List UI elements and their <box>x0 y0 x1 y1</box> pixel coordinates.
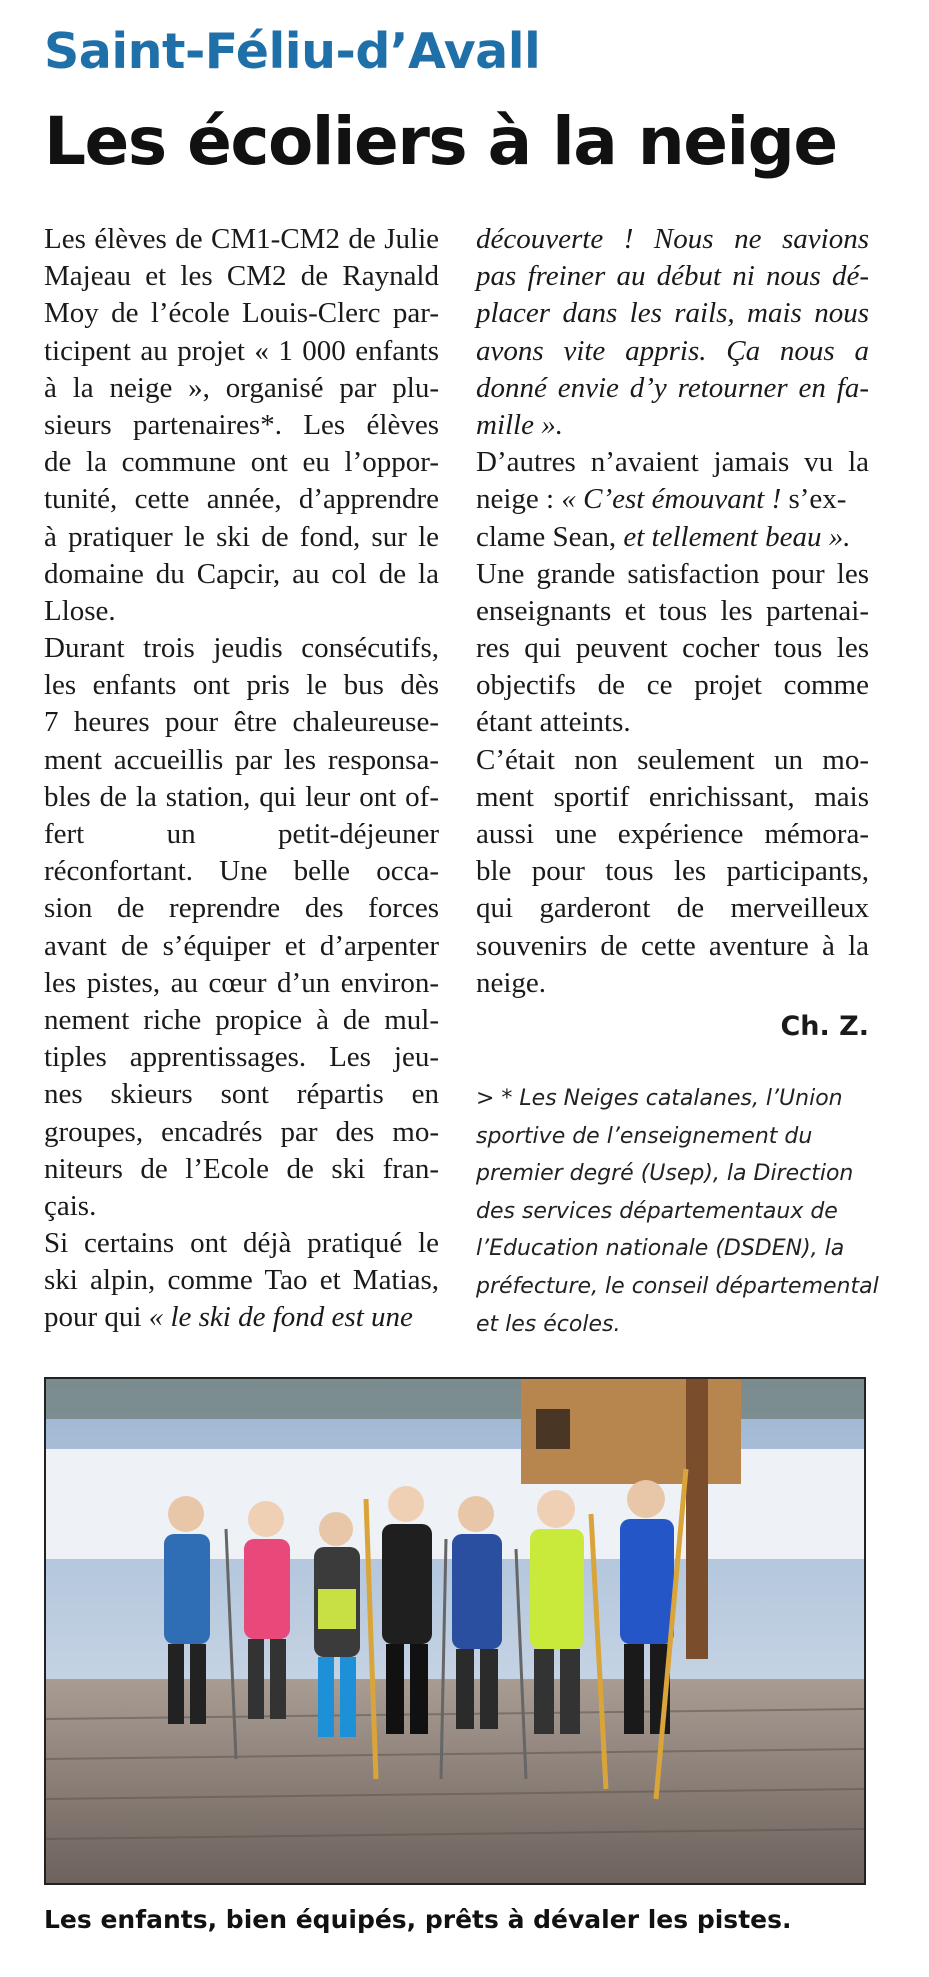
footnote-line: préfecture, le conseil départemental <box>476 1273 879 1299</box>
text-run: neige : <box>476 483 562 516</box>
text-line: objectifs de ce projet comme <box>476 669 869 702</box>
text-line: nement riche propice à de mul- <box>44 1003 439 1036</box>
author-signature: Ch. Z. <box>780 1010 869 1042</box>
text-line: de la commune ont eu l’oppor- <box>44 446 439 479</box>
text-line: sieurs partenaires*. Les élèves <box>44 408 439 441</box>
text-line: étant atteints. <box>476 706 631 739</box>
footnote-line: l’Education nationale (DSDEN), la <box>476 1236 845 1262</box>
text-line: découverte ! Nous ne savions <box>476 223 869 255</box>
text-line: à la neige », organisé par plu- <box>44 371 439 404</box>
group-photo <box>44 1377 866 1885</box>
text-line: pas freiner au début ni nous dé- <box>476 260 869 293</box>
text-line: groupes, encadrés par des mo- <box>44 1115 439 1148</box>
text-line: Si certains ont déjà pratiqué le <box>44 1227 439 1260</box>
text-line: Majeau et les CM2 de Raynald <box>44 260 439 293</box>
text-run: pour qui <box>44 1301 149 1334</box>
text-line: tunité, cette année, d’apprendre <box>44 483 439 516</box>
footnote-line: des services départementaux de <box>476 1198 838 1224</box>
article-column-right <box>476 221 869 1045</box>
text-line: fert un petit-déjeuner <box>44 818 439 850</box>
text-line: Llose. <box>44 594 116 627</box>
text-line: Durant trois jeudis consécutifs, <box>44 632 439 665</box>
text-line: enseignants et tous les partenai- <box>476 594 869 627</box>
article-kicker: Saint-Féliu-d’Avall <box>44 23 541 80</box>
text-line: ble pour tous les participants, <box>476 855 869 888</box>
text-line: res qui peuvent cocher tous les <box>476 632 869 665</box>
photo-illustration <box>46 1379 864 1883</box>
text-line: avant de s’équiper et d’arpenter <box>44 929 439 962</box>
text-line <box>476 481 869 518</box>
text-run: s’ex- <box>788 483 847 516</box>
text-line: souvenirs de cette aventure à la <box>476 929 869 962</box>
text-line: ment sportif enrichissant, mais <box>476 780 869 813</box>
text-line: qui garderont de merveilleux <box>476 892 869 925</box>
text-line: nes skieurs sont répartis en <box>44 1078 439 1111</box>
text-line: donné envie d’y retourner en fa- <box>476 371 869 404</box>
wooden-post <box>686 1379 708 1659</box>
quote-run: « le ski de fond est une <box>148 1301 413 1334</box>
text-line: aussi une expérience mémora- <box>476 818 869 850</box>
quote-run: « C’est émouvant ! <box>561 483 789 516</box>
text-line: avons vite appris. Ça nous a <box>476 334 869 367</box>
text-line: ment accueillis par les responsa- <box>44 743 439 776</box>
text-line: réconfortant. Une belle occa- <box>44 855 439 888</box>
text-line: 7 heures pour être chaleureuse- <box>44 706 439 739</box>
text-line: çais. <box>44 1189 97 1222</box>
text-run: clame Sean, <box>476 520 624 553</box>
photo-caption: Les enfants, bien équipés, prêts à dévaler les pistes. <box>44 1905 792 1934</box>
footnote-line: premier degré (Usep), la Direction <box>476 1161 854 1187</box>
text-line: ticipent au projet « 1 000 enfants <box>44 334 439 367</box>
article-headline: Les écoliers à la neige <box>44 103 837 180</box>
quote-run: et tellement beau ». <box>623 520 851 553</box>
text-line: Une grande satisfaction pour les <box>476 557 869 590</box>
text-line: bles de la station, qui leur ont of- <box>44 780 439 813</box>
text-line: sion de reprendre des forces <box>44 892 439 925</box>
text-line: les enfants ont pris le bus dès <box>44 669 439 702</box>
text-line: C’était non seulement un mo- <box>476 743 869 776</box>
article-column-left <box>44 221 439 1337</box>
text-line: niteurs de l’Ecole de ski fran- <box>44 1152 439 1185</box>
text-line: Les élèves de CM1-CM2 de Julie <box>44 223 439 255</box>
text-line: mille ». <box>476 408 563 441</box>
text-line <box>476 519 869 556</box>
text-line: tiples apprentissages. Les jeu- <box>44 1041 439 1074</box>
text-line: Moy de l’école Louis-Clerc par- <box>44 297 439 330</box>
text-line: neige. <box>476 966 547 999</box>
text-line: les pistes, au cœur d’un environ- <box>44 966 439 999</box>
text-line: placer dans les rails, mais nous <box>476 297 869 330</box>
text-line: ski alpin, comme Tao et Matias, <box>44 1264 439 1297</box>
footnote-line: sportive de l’enseignement du <box>476 1123 813 1149</box>
text-line: à pratiquer le ski de fond, sur le <box>44 520 439 553</box>
text-line: D’autres n’avaient jamais vu la <box>476 446 869 479</box>
chalet-window <box>536 1409 570 1449</box>
footnote-line: > * Les Neiges catalanes, l’Union <box>476 1086 843 1111</box>
footnote-line: et les écoles. <box>476 1311 621 1337</box>
footnote <box>476 1080 879 1343</box>
text-line: domaine du Capcir, au col de la <box>44 557 439 590</box>
text-line <box>44 1299 439 1336</box>
distant-trees <box>46 1379 864 1419</box>
